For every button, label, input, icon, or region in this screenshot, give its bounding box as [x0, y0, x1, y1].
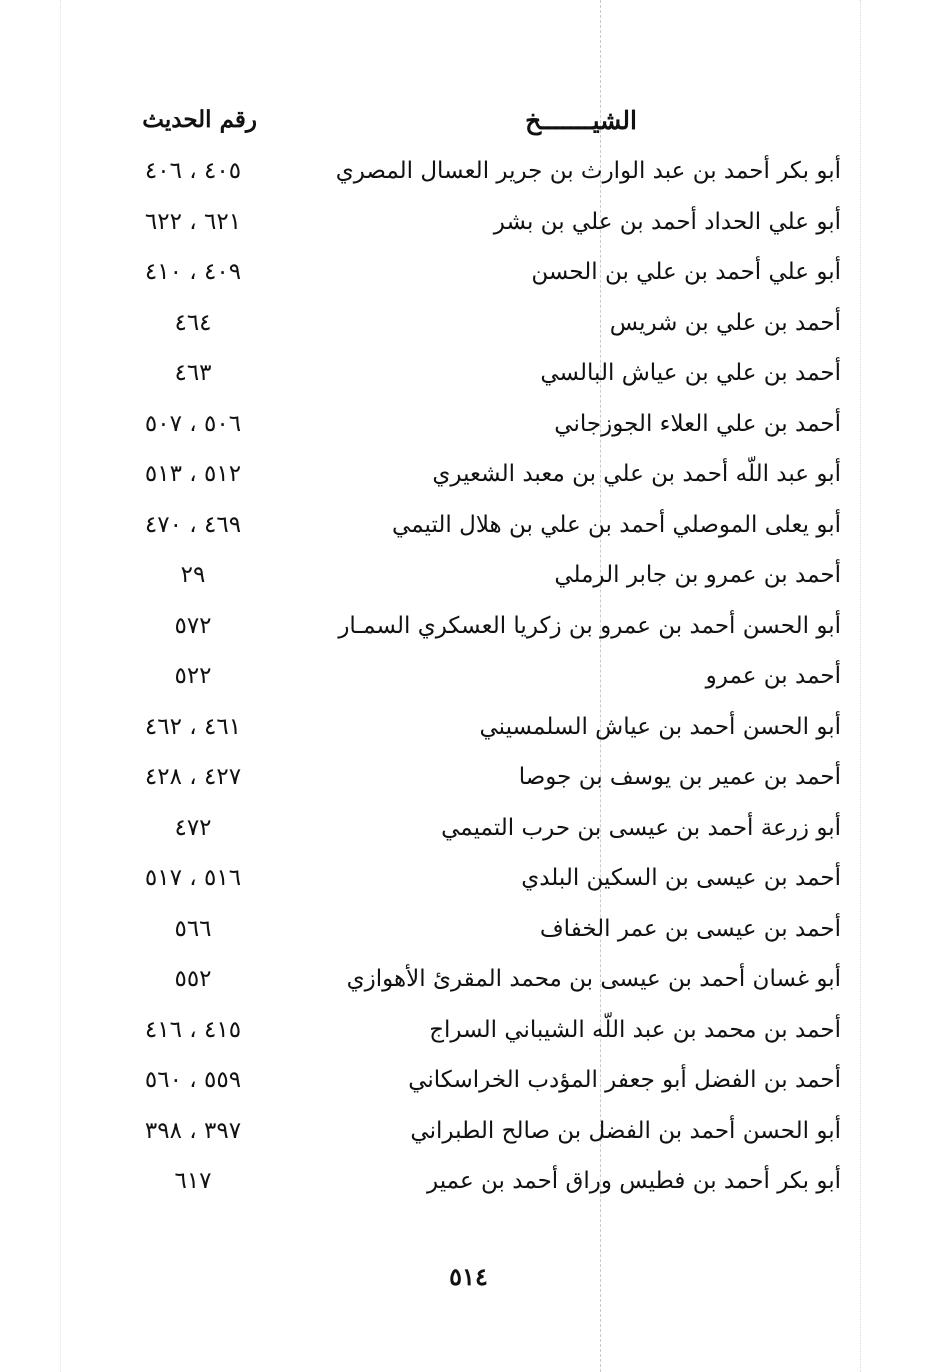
hadith-numbers: ٤٢٧ ، ٤٢٨: [144, 764, 242, 790]
sheikh-name: أبو غسان أحمد بن عيسى بن محمد المقرئ الأهوازي: [346, 966, 841, 992]
sheikh-name: أحمد بن علي العلاء الجوزجاني: [554, 410, 841, 437]
sheikh-name: أبو عبد اللّه أحمد بن علي بن معبد الشعيري: [432, 461, 841, 487]
hadith-numbers: ٤٦١ ، ٤٦٢: [144, 713, 242, 740]
hadith-numbers: ٦١٧: [174, 1168, 212, 1194]
hadith-numbers: ٤٦٤: [174, 309, 212, 336]
page-number: ٥١٤: [449, 1262, 488, 1291]
hadith-numbers: ٥٥٢: [174, 966, 212, 992]
sheikh-name: أبو الحسن أحمد بن عياش السلمسيني: [479, 713, 841, 740]
table-row: [0, 502, 937, 553]
table-row: [0, 805, 937, 856]
table-row: [0, 855, 937, 906]
hadith-numbers: ٢٩: [180, 562, 206, 588]
hadith-numbers: ٥٢٢: [174, 663, 212, 689]
index-table: [0, 148, 937, 1209]
table-row: [0, 1057, 937, 1108]
hadith-numbers: ٥٠٦ ، ٥٠٧: [144, 410, 242, 437]
table-row: [0, 1007, 937, 1058]
hadith-numbers: ٤٧٢: [174, 814, 212, 841]
sheikh-name: أحمد بن عيسى بن عمر الخفاف: [539, 915, 841, 942]
table-row: [0, 704, 937, 755]
sheikh-name: أبو بكر أحمد بن فطيس وراق أحمد بن عمير: [427, 1168, 841, 1194]
sheikh-name: أبو علي أحمد بن علي بن الحسن: [531, 259, 841, 285]
hadith-numbers: ٥١٢ ، ٥١٣: [144, 461, 242, 487]
table-row: [0, 1158, 937, 1209]
table-row: [0, 906, 937, 957]
sheikh-name: أحمد بن عيسى بن السكين البلدي: [521, 865, 841, 891]
sheikh-name: أحمد بن محمد بن عبد اللّه الشيباني السراج: [429, 1016, 841, 1043]
sheikh-name: أبو علي الحداد أحمد بن علي بن بشر: [493, 208, 841, 235]
sheikh-name: أبو الحسن أحمد بن عمرو بن زكريا العسكري السمـار: [338, 612, 841, 639]
table-row: [0, 350, 937, 401]
sheikh-name: أبو بكر أحمد بن عبد الوارث بن جرير العسال المصري: [335, 158, 841, 184]
table-row: [0, 300, 937, 351]
sheikh-name: أبو يعلى الموصلي أحمد بن علي بن هلال التيمي: [392, 511, 841, 538]
sheikh-name: أحمد بن الفضل أبو جعفر المؤدب الخراسكاني: [408, 1067, 841, 1093]
sheikh-name: أحمد بن علي بن عياش البالسي: [540, 360, 841, 386]
table-row: [0, 552, 937, 603]
table-row: [0, 754, 937, 805]
hadith-numbers: ٤٠٩ ، ٤١٠: [144, 259, 242, 285]
table-row: [0, 148, 937, 199]
sheikh-name: أحمد بن عمرو بن جابر الرملي: [554, 562, 841, 588]
hadith-numbers: ٥٥٩ ، ٥٦٠: [144, 1067, 242, 1093]
column-header-hadith-number: رقم الحديث: [142, 106, 257, 133]
sheikh-name: أحمد بن علي بن شريس: [609, 309, 841, 336]
table-row: [0, 249, 937, 300]
sheikh-name: أحمد بن عمرو: [705, 663, 841, 689]
table-row: [0, 603, 937, 654]
hadith-numbers: ٤٠٥ ، ٤٠٦: [144, 158, 242, 184]
table-header: [0, 100, 937, 140]
sheikh-name: أحمد بن عمير بن يوسف بن جوصا: [518, 764, 841, 790]
hadith-numbers: ٤١٥ ، ٤١٦: [144, 1016, 242, 1043]
column-header-sheikh: الشيـــــــخ: [525, 106, 637, 135]
hadith-numbers: ٥٧٢: [174, 612, 212, 639]
hadith-numbers: ٦٢١ ، ٦٢٢: [144, 208, 242, 235]
table-row: [0, 653, 937, 704]
table-row: [0, 199, 937, 250]
hadith-numbers: ٤٦٣: [174, 360, 212, 386]
hadith-numbers: ٥١٦ ، ٥١٧: [144, 865, 242, 891]
hadith-numbers: ٤٦٩ ، ٤٧٠: [144, 511, 242, 538]
table-row: [0, 956, 937, 1007]
sheikh-name: أبو الحسن أحمد بن الفضل بن صالح الطبراني: [410, 1117, 841, 1144]
table-row: [0, 1108, 937, 1159]
hadith-numbers: ٥٦٦: [174, 915, 212, 942]
hadith-numbers: ٣٩٧ ، ٣٩٨: [144, 1117, 242, 1144]
table-row: [0, 451, 937, 502]
sheikh-name: أبو زرعة أحمد بن عيسى بن حرب التميمي: [441, 814, 841, 841]
table-row: [0, 401, 937, 452]
